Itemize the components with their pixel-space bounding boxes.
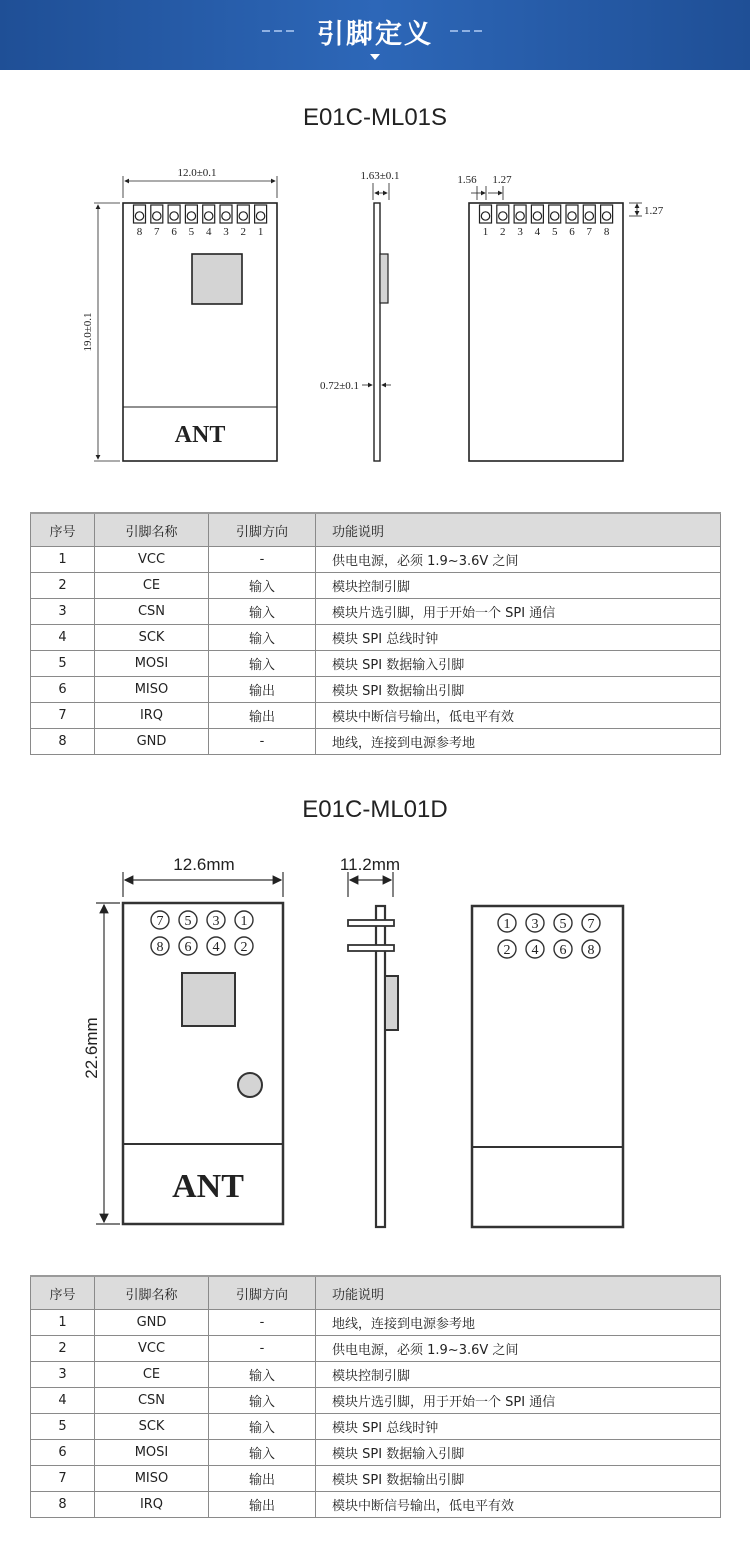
- cell-function: 模块片选引脚，用于开始一个 SPI 通信: [316, 599, 721, 625]
- module1-pitch-v-dim: 1.27: [644, 205, 664, 217]
- table-row: [31, 1310, 721, 1336]
- pin-number: 4: [531, 943, 539, 958]
- cell-pin-name: SCK: [95, 625, 209, 651]
- module1-title: E01C-ML01S: [302, 104, 448, 131]
- cell-pin-name: CSN: [95, 1388, 209, 1414]
- cell-direction: 输入: [209, 599, 316, 625]
- cell-index: 5: [31, 651, 95, 677]
- cell-pin-name: MISO: [95, 1466, 209, 1492]
- module1-back-board: [469, 203, 623, 461]
- pin-number: 5: [559, 917, 567, 932]
- cell-function: 供电电源，必须 1.9~3.6V 之间: [316, 1336, 721, 1362]
- cell-direction: 输出: [209, 703, 316, 729]
- cell-pin-name: CE: [95, 1362, 209, 1388]
- module1-thickness-dim: 1.63±0.1: [360, 170, 400, 182]
- cell-direction: 输出: [209, 677, 316, 703]
- pin-number: 5: [188, 226, 195, 238]
- pin-hole: [153, 212, 161, 220]
- cell-index: 7: [31, 703, 95, 729]
- pin-number: 8: [603, 226, 610, 238]
- module2-chip: [182, 973, 235, 1026]
- table-row: [31, 651, 721, 677]
- cell-pin-name: IRQ: [95, 703, 209, 729]
- cell-function: 地线，连接到电源参考地: [316, 729, 721, 755]
- cell-pin-name: CSN: [95, 599, 209, 625]
- cell-pin-name: VCC: [95, 547, 209, 573]
- pin-hole: [585, 212, 593, 220]
- module1-front-pads: [134, 205, 267, 238]
- pin-number: 8: [136, 226, 143, 238]
- pin-number: 3: [212, 914, 220, 929]
- table-row: [31, 1414, 721, 1440]
- pin-number: 4: [205, 226, 212, 238]
- table-row: [31, 1440, 721, 1466]
- cell-index: 6: [31, 1440, 95, 1466]
- cell-pin-name: GND: [95, 729, 209, 755]
- pin-number: 4: [212, 940, 220, 955]
- cell-function: 模块 SPI 总线时钟: [316, 625, 721, 651]
- cell-function: 地线，连接到电源参考地: [316, 1310, 721, 1336]
- pin-number: 2: [503, 943, 511, 958]
- cell-index: 3: [31, 1362, 95, 1388]
- header-pin-name: 引脚名称: [95, 1276, 209, 1310]
- cell-direction: -: [209, 1310, 316, 1336]
- cell-pin-name: GND: [95, 1310, 209, 1336]
- module1-back-pads: [480, 205, 613, 238]
- table-row: [31, 729, 721, 755]
- module1-height-dim: 19.0±0.1: [82, 312, 94, 352]
- table-row: [31, 573, 721, 599]
- pin-hole: [256, 212, 264, 220]
- pin-hole: [239, 212, 247, 220]
- cell-direction: 输出: [209, 1492, 316, 1518]
- module2-side-chip: [385, 976, 398, 1030]
- module2-drawing: [0, 850, 750, 1240]
- module1-edge-dim: 1.56: [457, 174, 477, 186]
- module2-side-pin-2: [348, 945, 394, 951]
- pin-number: 5: [551, 226, 558, 238]
- module2-title: E01C-ML01D: [302, 796, 448, 823]
- pin-number: 3: [531, 917, 539, 932]
- cell-index: 8: [31, 1492, 95, 1518]
- pin-number: 1: [482, 226, 489, 238]
- cell-direction: 输入: [209, 651, 316, 677]
- cell-pin-name: IRQ: [95, 1492, 209, 1518]
- pin-hole: [481, 212, 489, 220]
- module1-pitch-dim: 1.27: [492, 174, 512, 186]
- pin-number: 2: [500, 226, 506, 238]
- module1-logo: ANT: [174, 422, 226, 448]
- pin-number: 5: [184, 914, 192, 929]
- table-row: [31, 677, 721, 703]
- module1-side-chip: [380, 254, 388, 303]
- header-direction: 引脚方向: [209, 513, 316, 547]
- cell-function: 模块 SPI 数据输出引脚: [316, 1466, 721, 1492]
- cell-function: 模块中断信号输出，低电平有效: [316, 703, 721, 729]
- pin-hole: [170, 212, 178, 220]
- pin-hole: [533, 212, 541, 220]
- module2-width-dim: 12.6mm: [173, 855, 235, 874]
- module2-crystal: [238, 1073, 262, 1097]
- pin-hole: [568, 212, 576, 220]
- module2-logo: ANT: [172, 1168, 244, 1205]
- module1-pin-table: [30, 512, 721, 755]
- cell-index: 6: [31, 677, 95, 703]
- cell-function: 供电电源，必须 1.9~3.6V 之间: [316, 547, 721, 573]
- module2-height-dim: 22.6mm: [82, 1017, 101, 1079]
- module2-back-pins: [498, 914, 600, 958]
- cell-index: 3: [31, 599, 95, 625]
- header-function: 功能说明: [316, 513, 721, 547]
- cell-direction: 输入: [209, 1414, 316, 1440]
- table-row: [31, 1336, 721, 1362]
- header-index: 序号: [31, 1276, 95, 1310]
- table-row: [31, 599, 721, 625]
- module1-width-dim: 12.0±0.1: [177, 167, 217, 179]
- cell-index: 4: [31, 1388, 95, 1414]
- header-function: 功能说明: [316, 1276, 721, 1310]
- cell-pin-name: MOSI: [95, 1440, 209, 1466]
- header-direction: 引脚方向: [209, 1276, 316, 1310]
- table-header-row: [31, 1276, 721, 1310]
- title-dash-right: [450, 30, 486, 33]
- cell-function: 模块中断信号输出，低电平有效: [316, 1492, 721, 1518]
- pin-number: 6: [184, 940, 192, 955]
- module1-chip: [192, 254, 242, 304]
- cell-index: 1: [31, 547, 95, 573]
- cell-direction: 输入: [209, 1440, 316, 1466]
- module2-front-pins: [151, 911, 253, 955]
- cell-index: 4: [31, 625, 95, 651]
- module1-side-board: [374, 203, 380, 461]
- pin-number: 1: [503, 917, 511, 932]
- pin-number: 7: [154, 226, 160, 238]
- cell-function: 模块片选引脚，用于开始一个 SPI 通信: [316, 1388, 721, 1414]
- cell-pin-name: CE: [95, 573, 209, 599]
- pin-number: 3: [517, 226, 523, 238]
- cell-index: 7: [31, 1466, 95, 1492]
- cell-function: 模块控制引脚: [316, 1362, 721, 1388]
- cell-direction: -: [209, 729, 316, 755]
- cell-index: 8: [31, 729, 95, 755]
- pin-number: 1: [240, 914, 248, 929]
- pin-number: 8: [587, 943, 595, 958]
- table-row: [31, 703, 721, 729]
- cell-pin-name: VCC: [95, 1336, 209, 1362]
- module2-side-pin-1: [348, 920, 394, 926]
- pin-number: 7: [156, 914, 164, 929]
- module1-drawing: [0, 160, 750, 480]
- table-row: [31, 1362, 721, 1388]
- pin-number: 6: [171, 226, 177, 238]
- cell-direction: -: [209, 547, 316, 573]
- pin-hole: [516, 212, 524, 220]
- table-row: [31, 1388, 721, 1414]
- module1-pcb-dim: 0.72±0.1: [320, 380, 360, 392]
- table-header-row: [31, 513, 721, 547]
- pin-number: 1: [257, 226, 264, 238]
- header-banner: [0, 0, 750, 70]
- cell-index: 1: [31, 1310, 95, 1336]
- pin-hole: [551, 212, 559, 220]
- cell-index: 2: [31, 1336, 95, 1362]
- cell-pin-name: SCK: [95, 1414, 209, 1440]
- pin-number: 8: [156, 940, 164, 955]
- cell-function: 模块 SPI 数据输出引脚: [316, 677, 721, 703]
- pin-hole: [499, 212, 507, 220]
- table-row: [31, 625, 721, 651]
- pin-number: 2: [240, 940, 248, 955]
- module2-side-board: [376, 906, 385, 1227]
- cell-direction: 输入: [209, 1362, 316, 1388]
- pin-number: 7: [586, 226, 593, 238]
- cell-function: 模块 SPI 数据输入引脚: [316, 1440, 721, 1466]
- table-row: [31, 1492, 721, 1518]
- cell-function: 模块 SPI 数据输入引脚: [316, 651, 721, 677]
- pin-number: 3: [223, 226, 229, 238]
- cell-direction: 输入: [209, 1388, 316, 1414]
- pin-number: 4: [534, 226, 541, 238]
- cell-function: 模块 SPI 总线时钟: [316, 1414, 721, 1440]
- page-title: 引脚定义: [317, 19, 433, 50]
- pin-number: 2: [240, 226, 247, 238]
- cell-direction: 输入: [209, 573, 316, 599]
- cell-function: 模块控制引脚: [316, 573, 721, 599]
- table-row: [31, 547, 721, 573]
- cell-index: 5: [31, 1414, 95, 1440]
- pin-hole: [602, 212, 610, 220]
- header-pin-name: 引脚名称: [95, 513, 209, 547]
- cell-direction: -: [209, 1336, 316, 1362]
- module2-pin-table: [30, 1275, 721, 1518]
- pin-hole: [135, 212, 143, 220]
- cell-direction: 输出: [209, 1466, 316, 1492]
- chevron-down-icon: [370, 54, 380, 60]
- module2-back-board: [472, 906, 623, 1227]
- pin-number: 6: [559, 943, 567, 958]
- pin-hole: [205, 212, 213, 220]
- pin-number: 7: [587, 917, 595, 932]
- cell-pin-name: MISO: [95, 677, 209, 703]
- module2-depth-dim: 11.2mm: [339, 855, 401, 874]
- cell-index: 2: [31, 573, 95, 599]
- cell-direction: 输入: [209, 625, 316, 651]
- table-row: [31, 1466, 721, 1492]
- pin-hole: [187, 212, 195, 220]
- cell-pin-name: MOSI: [95, 651, 209, 677]
- pin-hole: [222, 212, 230, 220]
- header-index: 序号: [31, 513, 95, 547]
- pin-number: 6: [569, 226, 575, 238]
